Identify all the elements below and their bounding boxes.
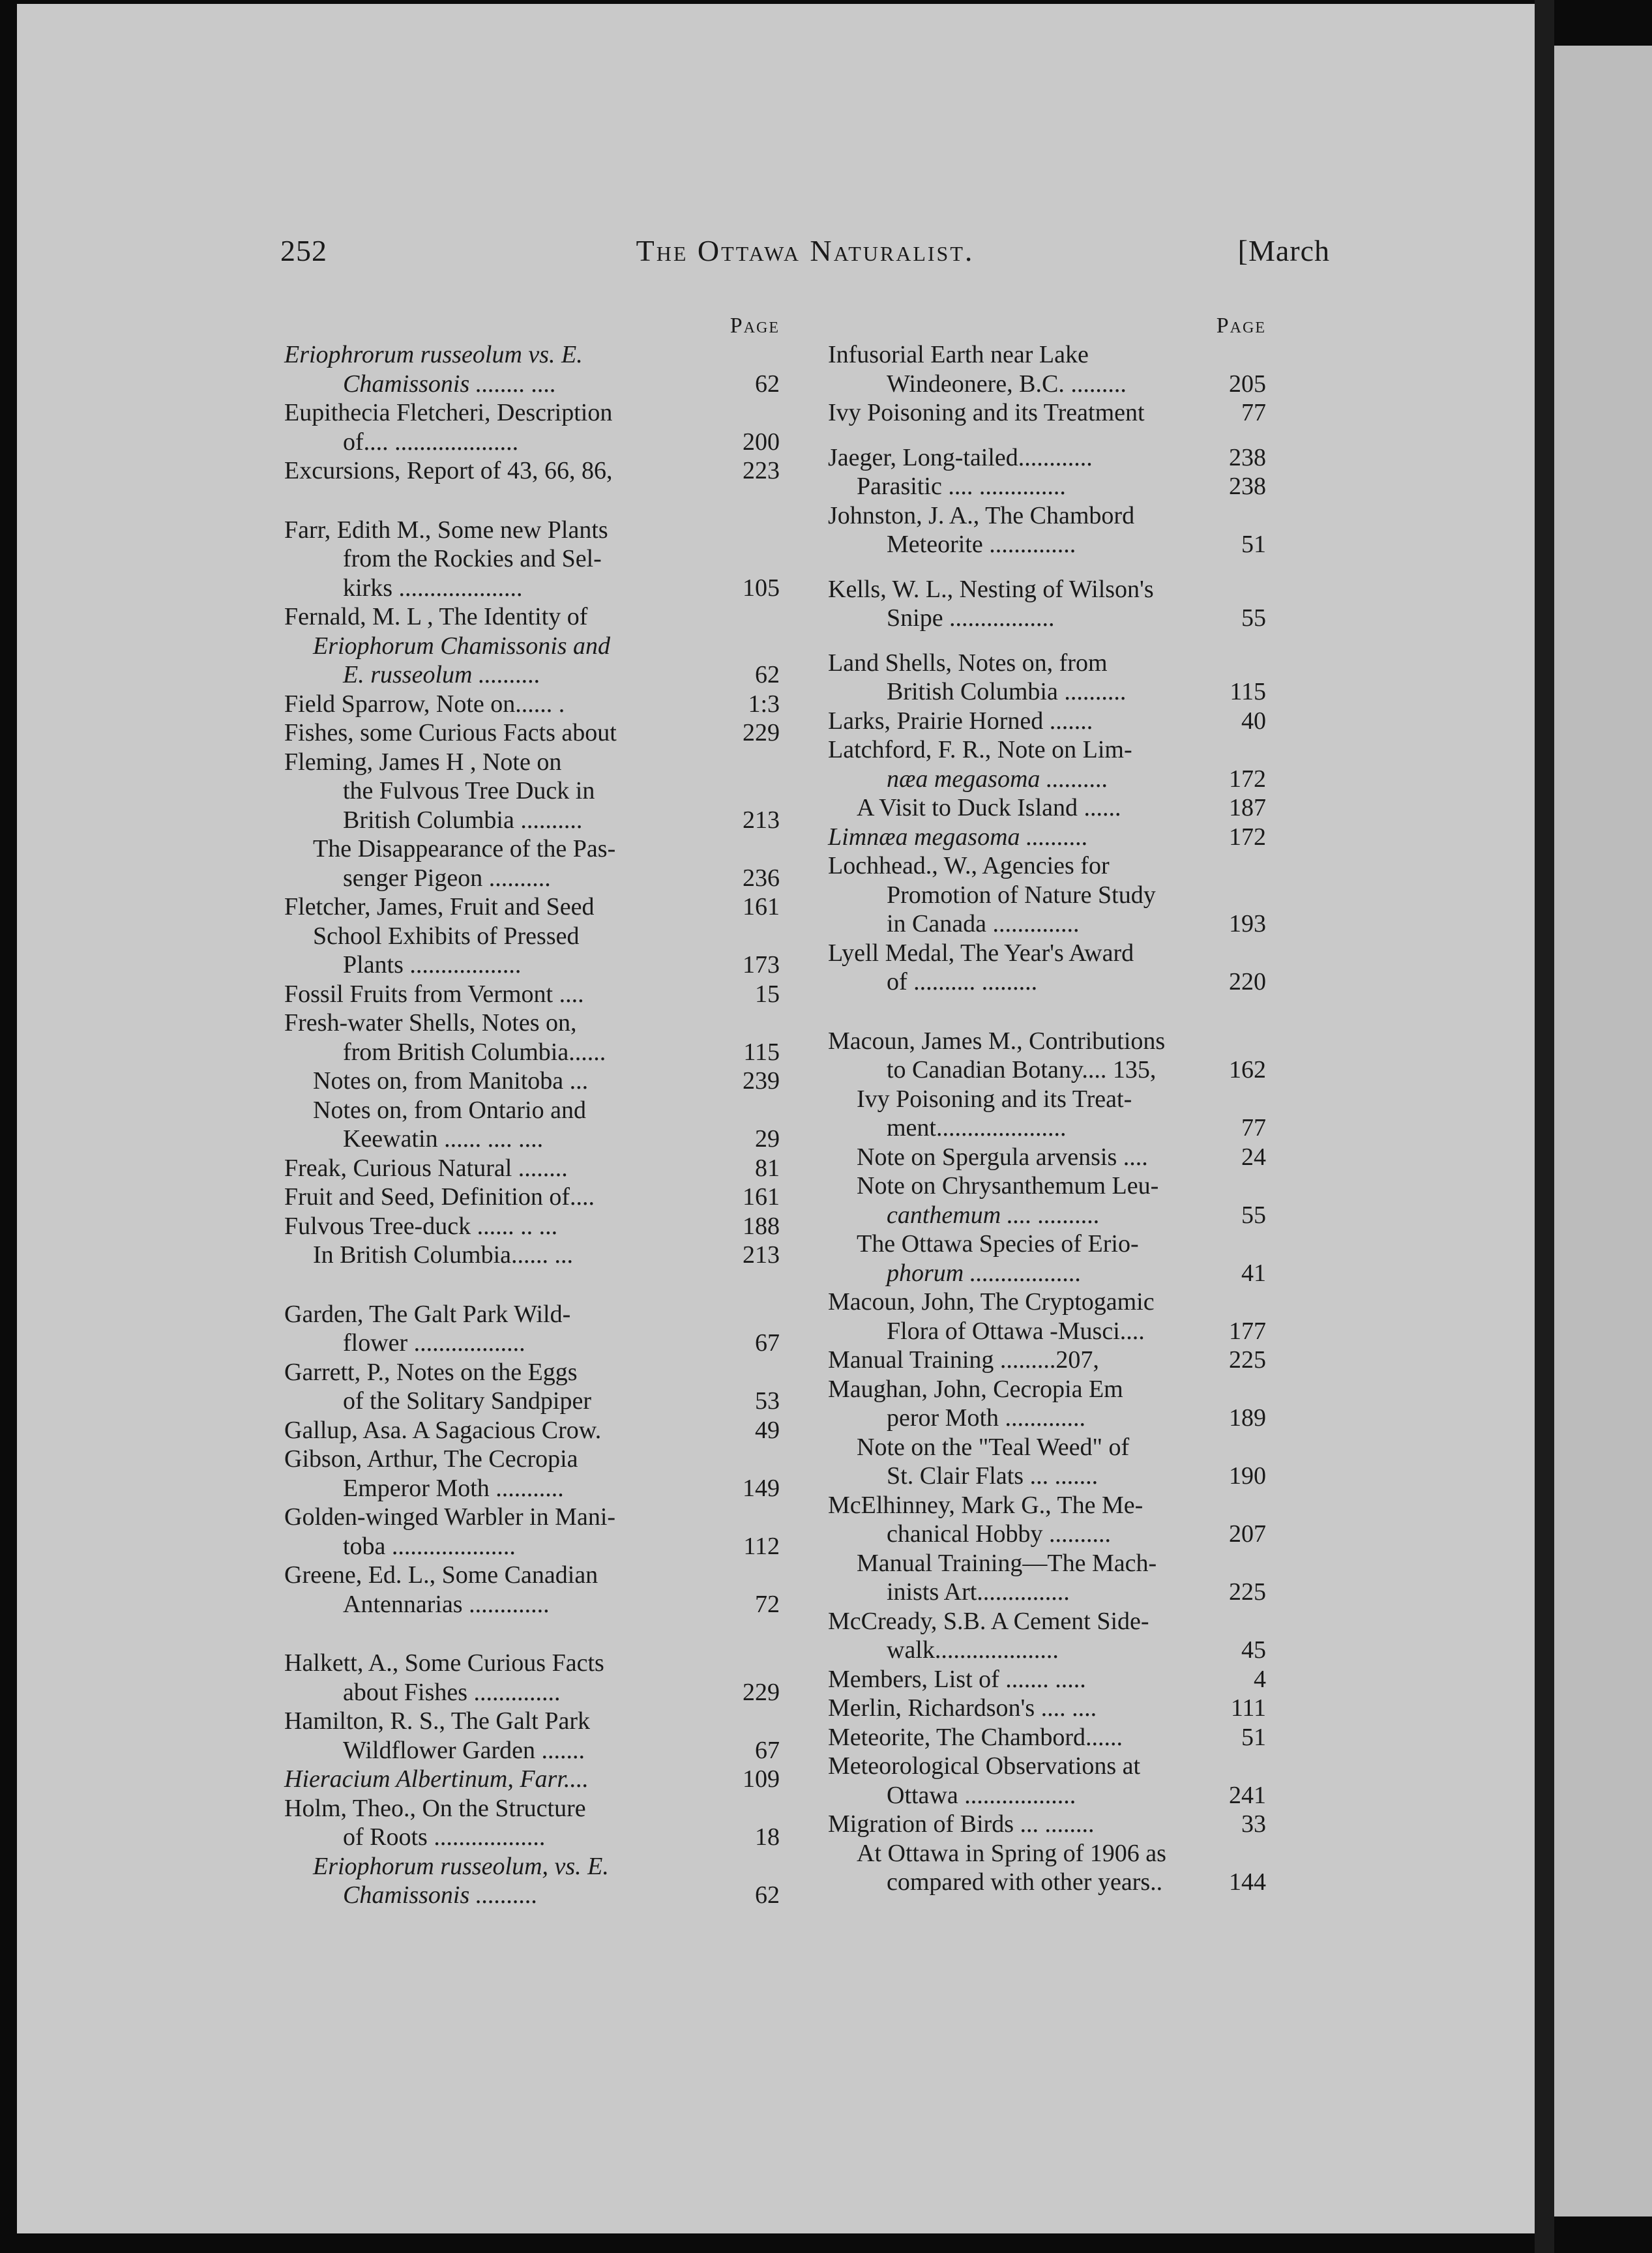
entry-text: Windeonere, B.C. ......... bbox=[887, 370, 1127, 398]
entry-page: 53 bbox=[755, 1387, 780, 1415]
index-entry bbox=[828, 1201, 1266, 1230]
page-number: 252 bbox=[280, 234, 327, 267]
entry-text: Land Shells, Notes on, from bbox=[828, 649, 1108, 677]
index-entry bbox=[828, 1723, 1266, 1752]
entry-page: 161 bbox=[743, 893, 780, 920]
index-entry bbox=[284, 1590, 780, 1619]
entry-text: of.... .................... bbox=[343, 428, 519, 456]
entry-text: Hieracium Albertinum, Farr.... bbox=[284, 1765, 589, 1793]
entry-page: 172 bbox=[1229, 823, 1266, 851]
index-entry bbox=[828, 1462, 1266, 1491]
entry-text: Maughan, John, Cecropia Em bbox=[828, 1375, 1123, 1403]
index-entry bbox=[828, 793, 1266, 823]
index-list bbox=[284, 340, 780, 1910]
entry-page: 29 bbox=[755, 1125, 780, 1153]
index-entry bbox=[284, 1154, 780, 1183]
section-gap bbox=[284, 1619, 780, 1649]
index-column-left bbox=[284, 312, 780, 1910]
entry-text: Johnston, J. A., The Chambord bbox=[828, 501, 1135, 529]
index-entry bbox=[828, 677, 1266, 707]
index-entry bbox=[284, 950, 780, 980]
index-entry bbox=[284, 1823, 780, 1852]
index-entry bbox=[828, 443, 1266, 473]
index-entry bbox=[828, 1288, 1266, 1317]
index-entry bbox=[828, 1027, 1266, 1056]
index-entry bbox=[284, 834, 780, 864]
index-entry bbox=[828, 1549, 1266, 1578]
entry-text: Lochhead., W., Agencies for bbox=[828, 852, 1110, 879]
entry-page: 229 bbox=[743, 1678, 780, 1706]
entry-page: 229 bbox=[743, 719, 780, 746]
entry-text: inists Art............... bbox=[887, 1578, 1070, 1606]
entry-page: 241 bbox=[1229, 1781, 1266, 1809]
index-entry bbox=[828, 1171, 1266, 1201]
index-entry bbox=[828, 1259, 1266, 1288]
index-entry bbox=[284, 748, 780, 777]
entry-text: Emperor Moth ........... bbox=[343, 1474, 564, 1502]
entry-page: 51 bbox=[1241, 1723, 1266, 1751]
index-entry bbox=[828, 851, 1266, 881]
entry-page: 207 bbox=[1229, 1520, 1266, 1548]
index-entry bbox=[284, 718, 780, 748]
entry-page: 205 bbox=[1229, 370, 1266, 398]
entry-text: Latchford, F. R., Note on Lim- bbox=[828, 736, 1132, 763]
entry-text: kirks .................... bbox=[343, 574, 523, 602]
entry-text: toba .................... bbox=[343, 1532, 516, 1560]
entry-text: Note on the "Teal Weed" of bbox=[857, 1433, 1130, 1461]
entry-text: E. russeolum .......... bbox=[343, 661, 540, 688]
index-entry bbox=[828, 1607, 1266, 1636]
index-entry bbox=[828, 1317, 1266, 1346]
index-entry bbox=[828, 1752, 1266, 1781]
entry-text: Fruit and Seed, Definition of.... bbox=[284, 1183, 595, 1211]
entry-text: Note on Spergula arvensis .... bbox=[857, 1143, 1148, 1171]
index-entry bbox=[284, 1096, 780, 1125]
index-entry bbox=[828, 1230, 1266, 1259]
index-entry bbox=[284, 1300, 780, 1329]
index-entry bbox=[828, 1143, 1266, 1172]
entry-page: 236 bbox=[743, 864, 780, 892]
entry-text: Macoun, James M., Contributions bbox=[828, 1027, 1166, 1055]
entry-text: Golden-winged Warbler in Mani- bbox=[284, 1503, 616, 1531]
entry-page: 115 bbox=[1230, 678, 1266, 705]
index-entry bbox=[284, 1212, 780, 1241]
entry-text: Ivy Poisoning and its Treat- bbox=[857, 1085, 1132, 1113]
index-entry bbox=[284, 1416, 780, 1445]
entry-text: to Canadian Botany.... 135, bbox=[887, 1056, 1157, 1083]
entry-page: 45 bbox=[1241, 1636, 1266, 1664]
index-entry bbox=[284, 1532, 780, 1561]
entry-text: Hamilton, R. S., The Galt Park bbox=[284, 1707, 590, 1735]
entry-text: Meteorological Observations at bbox=[828, 1752, 1141, 1780]
index-entry bbox=[828, 1636, 1266, 1665]
entry-text: Infusorial Earth near Lake bbox=[828, 341, 1089, 368]
index-entry bbox=[284, 544, 780, 574]
entry-text: McElhinney, Mark G., The Me- bbox=[828, 1491, 1143, 1519]
entry-text: chanical Hobby .......... bbox=[887, 1520, 1112, 1548]
entry-text: Meteorite .............. bbox=[887, 531, 1076, 558]
entry-page: 213 bbox=[743, 806, 780, 834]
index-entry bbox=[284, 340, 780, 370]
index-entry bbox=[284, 892, 780, 922]
entry-text: walk.................... bbox=[887, 1636, 1059, 1664]
entry-text: from the Rockies and Sel- bbox=[343, 545, 602, 572]
section-gap bbox=[828, 633, 1266, 649]
index-entry bbox=[284, 690, 780, 719]
entry-page: 115 bbox=[743, 1038, 780, 1066]
entry-text: Jaeger, Long-tailed............ bbox=[828, 443, 1093, 471]
entry-text: Fishes, some Curious Facts about bbox=[284, 719, 617, 746]
index-entry bbox=[284, 1561, 780, 1590]
entry-page: 81 bbox=[755, 1154, 780, 1182]
index-entry bbox=[828, 1055, 1266, 1085]
entry-text: peror Moth ............. bbox=[887, 1404, 1086, 1432]
entry-page: 109 bbox=[743, 1765, 780, 1793]
entry-text: Manual Training—The Mach- bbox=[857, 1549, 1157, 1577]
entry-text: senger Pigeon .......... bbox=[343, 864, 551, 892]
index-column-right bbox=[828, 312, 1266, 1897]
entry-text: Notes on, from Manitoba ... bbox=[313, 1067, 589, 1095]
entry-page: 111 bbox=[1230, 1694, 1266, 1722]
index-entry bbox=[828, 823, 1266, 852]
index-entry bbox=[284, 1445, 780, 1474]
entry-page: 190 bbox=[1229, 1462, 1266, 1490]
entry-text: Parasitic .... .............. bbox=[857, 473, 1066, 500]
index-entry bbox=[284, 1067, 780, 1096]
entry-text: Members, List of ....... ..... bbox=[828, 1665, 1086, 1693]
entry-page: 51 bbox=[1241, 531, 1266, 558]
index-entry bbox=[284, 1503, 780, 1532]
entry-text: Antennarias ............. bbox=[343, 1590, 550, 1618]
index-entry bbox=[284, 456, 780, 486]
index-entry bbox=[284, 1038, 780, 1067]
entry-text: ment..................... bbox=[887, 1114, 1067, 1141]
entry-page: 49 bbox=[755, 1416, 780, 1444]
entry-text: School Exhibits of Pressed bbox=[313, 922, 580, 950]
index-entry bbox=[284, 1241, 780, 1270]
entry-text: Garden, The Galt Park Wild- bbox=[284, 1300, 571, 1328]
entry-text: Eriophorum russeolum, vs. E. bbox=[313, 1852, 609, 1880]
entry-page: 62 bbox=[755, 1881, 780, 1909]
index-entry bbox=[828, 1694, 1266, 1723]
entry-text: Fleming, James H , Note on bbox=[284, 748, 562, 776]
index-entry bbox=[284, 1678, 780, 1707]
index-entry bbox=[284, 516, 780, 545]
entry-text: In British Columbia...... ... bbox=[313, 1241, 573, 1269]
index-entry bbox=[284, 602, 780, 632]
entry-text: Gallup, Asa. A Sagacious Crow. bbox=[284, 1416, 602, 1444]
index-entry bbox=[828, 1404, 1266, 1433]
index-entry bbox=[284, 1329, 780, 1358]
entry-text: Eupithecia Fletcheri, Description bbox=[284, 399, 613, 426]
entry-text: Field Sparrow, Note on...... . bbox=[284, 690, 565, 718]
entry-page: 15 bbox=[755, 980, 780, 1008]
index-entry bbox=[284, 1852, 780, 1881]
section-gap bbox=[284, 1270, 780, 1300]
entry-text: Halkett, A., Some Curious Facts bbox=[284, 1649, 604, 1677]
entry-page: 200 bbox=[743, 428, 780, 456]
index-entry bbox=[828, 1781, 1266, 1810]
index-entry bbox=[284, 1009, 780, 1038]
index-entry bbox=[284, 1387, 780, 1416]
entry-text: compared with other years.. bbox=[887, 1868, 1163, 1896]
entry-page: 77 bbox=[1241, 1114, 1266, 1141]
section-gap bbox=[828, 559, 1266, 575]
index-entry bbox=[828, 707, 1266, 736]
entry-text: of the Solitary Sandpiper bbox=[343, 1387, 591, 1415]
index-entry bbox=[284, 1649, 780, 1678]
entry-page: 33 bbox=[1241, 1810, 1266, 1838]
entry-text: Wildflower Garden ....... bbox=[343, 1736, 585, 1764]
index-entry bbox=[284, 1881, 780, 1910]
section-gap bbox=[284, 486, 780, 516]
entry-text: Kells, W. L., Nesting of Wilson's bbox=[828, 575, 1154, 603]
entry-page: 213 bbox=[743, 1241, 780, 1269]
entry-page: 41 bbox=[1241, 1259, 1266, 1287]
entry-text: The Disappearance of the Pas- bbox=[313, 835, 616, 862]
entry-text: Farr, Edith M., Some new Plants bbox=[284, 516, 608, 544]
entry-page: 18 bbox=[755, 1823, 780, 1851]
entry-text: Freak, Curious Natural ........ bbox=[284, 1154, 568, 1182]
index-entry bbox=[828, 1085, 1266, 1114]
index-entry bbox=[284, 574, 780, 603]
index-list bbox=[828, 340, 1266, 1897]
entry-text: canthemum .... .......... bbox=[887, 1201, 1100, 1229]
index-entry bbox=[828, 1868, 1266, 1897]
entry-text: St. Clair Flats ... ....... bbox=[887, 1462, 1099, 1490]
index-entry bbox=[828, 1665, 1266, 1694]
entry-page: 144 bbox=[1229, 1868, 1266, 1896]
entry-page: 223 bbox=[743, 457, 780, 484]
index-entry bbox=[284, 398, 780, 428]
entry-page: 72 bbox=[755, 1590, 780, 1618]
index-entry bbox=[828, 649, 1266, 678]
index-entry bbox=[284, 1125, 780, 1154]
running-header bbox=[280, 233, 1330, 272]
entry-page: 162 bbox=[1229, 1056, 1266, 1083]
index-entry bbox=[284, 1736, 780, 1765]
index-entry bbox=[828, 1491, 1266, 1520]
entry-text: Fernald, M. L , The Identity of bbox=[284, 603, 588, 630]
index-entry bbox=[284, 1474, 780, 1503]
entry-text: Macoun, John, The Cryptogamic bbox=[828, 1288, 1155, 1316]
index-entry bbox=[284, 922, 780, 951]
entry-text: Keewatin ...... .... .... bbox=[343, 1125, 544, 1153]
entry-page: 1:3 bbox=[748, 690, 780, 718]
entry-text: Snipe ................. bbox=[887, 604, 1055, 632]
entry-text: Fletcher, James, Fruit and Seed bbox=[284, 893, 595, 920]
entry-text: Lyell Medal, The Year's Award bbox=[828, 939, 1134, 967]
entry-page: 173 bbox=[743, 951, 780, 979]
entry-text: Fulvous Tree-duck ...... .. ... bbox=[284, 1212, 558, 1240]
entry-text: British Columbia .......... bbox=[343, 806, 583, 834]
index-entry bbox=[828, 765, 1266, 794]
entry-page: 4 bbox=[1254, 1665, 1266, 1693]
entry-page: 149 bbox=[743, 1474, 780, 1502]
entry-text: of .......... ......... bbox=[887, 968, 1038, 995]
entry-text: phorum .................. bbox=[887, 1259, 1082, 1287]
entry-page: 238 bbox=[1229, 443, 1266, 471]
entry-text: Merlin, Richardson's .... .... bbox=[828, 1694, 1097, 1722]
entry-page: 24 bbox=[1241, 1143, 1266, 1171]
entry-page: 172 bbox=[1229, 765, 1266, 793]
column-heading: Page bbox=[730, 314, 780, 338]
index-entry bbox=[284, 980, 780, 1009]
entry-page: 67 bbox=[755, 1329, 780, 1357]
entry-page: 161 bbox=[743, 1183, 780, 1211]
entry-page: 112 bbox=[743, 1532, 780, 1560]
index-entry bbox=[828, 1810, 1266, 1839]
journal-title: The Ottawa Naturalist. bbox=[636, 234, 975, 267]
entry-text: about Fishes .............. bbox=[343, 1678, 561, 1706]
index-entry bbox=[828, 340, 1266, 370]
issue-month: [March bbox=[1237, 234, 1330, 267]
entry-text: Meteorite, The Chambord...... bbox=[828, 1723, 1123, 1751]
entry-text: At Ottawa in Spring of 1906 as bbox=[857, 1839, 1166, 1867]
index-entry bbox=[828, 1433, 1266, 1462]
index-entry bbox=[284, 864, 780, 893]
entry-page: 225 bbox=[1229, 1346, 1266, 1374]
index-entry bbox=[284, 806, 780, 835]
entry-text: Limnæa megasoma .......... bbox=[828, 823, 1089, 851]
entry-page: 193 bbox=[1229, 910, 1266, 937]
index-entry bbox=[828, 472, 1266, 501]
index-entry bbox=[828, 575, 1266, 604]
entry-text: Chamissonis ........ .... bbox=[343, 370, 557, 398]
entry-text: Gibson, Arthur, The Cecropia bbox=[284, 1445, 578, 1473]
entry-text: Greene, Ed. L., Some Canadian bbox=[284, 1561, 598, 1589]
index-entry bbox=[828, 1113, 1266, 1143]
index-entry bbox=[284, 776, 780, 806]
entry-page: 77 bbox=[1241, 399, 1266, 426]
index-entry bbox=[284, 1707, 780, 1736]
entry-text: Garrett, P., Notes on the Eggs bbox=[284, 1358, 578, 1386]
entry-text: Larks, Prairie Horned ....... bbox=[828, 707, 1093, 735]
entry-text: Notes on, from Ontario and bbox=[313, 1096, 586, 1124]
entry-page: 62 bbox=[755, 370, 780, 398]
section-gap bbox=[828, 428, 1266, 443]
index-entry bbox=[828, 1839, 1266, 1868]
book-spine bbox=[1535, 0, 1554, 2253]
adjacent-page-edge bbox=[1554, 46, 1652, 2216]
index-entry bbox=[828, 939, 1266, 968]
entry-text: Migration of Birds ... ........ bbox=[828, 1810, 1095, 1838]
index-entry bbox=[828, 398, 1266, 428]
entry-page: 187 bbox=[1229, 794, 1266, 821]
index-entry bbox=[284, 1358, 780, 1387]
entry-text: Chamissonis .......... bbox=[343, 1881, 538, 1909]
entry-page: 55 bbox=[1241, 604, 1266, 632]
index-entry bbox=[828, 1375, 1266, 1404]
index-entry bbox=[828, 1578, 1266, 1607]
entry-page: 189 bbox=[1229, 1404, 1266, 1432]
index-entry bbox=[284, 428, 780, 457]
entry-page: 105 bbox=[743, 574, 780, 602]
entry-page: 40 bbox=[1241, 707, 1266, 735]
index-entry bbox=[284, 1183, 780, 1212]
entry-text: the Fulvous Tree Duck in bbox=[343, 777, 595, 804]
entry-text: flower .................. bbox=[343, 1329, 525, 1357]
entry-text: Plants .................. bbox=[343, 951, 522, 979]
entry-page: 55 bbox=[1241, 1201, 1266, 1229]
entry-text: of Roots .................. bbox=[343, 1823, 546, 1851]
entry-page: 177 bbox=[1229, 1317, 1266, 1345]
entry-text: Flora of Ottawa -Musci.... bbox=[887, 1317, 1145, 1345]
entry-text: from British Columbia...... bbox=[343, 1038, 606, 1066]
index-entry bbox=[284, 1794, 780, 1823]
index-entry bbox=[284, 632, 780, 661]
index-entry bbox=[828, 370, 1266, 399]
index-entry bbox=[284, 370, 780, 399]
entry-text: næa megasoma .......... bbox=[887, 765, 1108, 793]
entry-page: 62 bbox=[755, 661, 780, 688]
entry-text: A Visit to Duck Island ...... bbox=[857, 794, 1121, 821]
entry-page: 225 bbox=[1229, 1578, 1266, 1606]
entry-text: Promotion of Nature Study bbox=[887, 881, 1156, 909]
entry-page: 188 bbox=[743, 1212, 780, 1240]
entry-text: Manual Training .........207, bbox=[828, 1346, 1099, 1374]
entry-page: 220 bbox=[1229, 968, 1266, 995]
entry-text: Excursions, Report of 43, 66, 86, bbox=[284, 457, 613, 484]
entry-text: Eriophrorum russeolum vs. E. bbox=[284, 341, 583, 368]
index-entry bbox=[828, 501, 1266, 531]
entry-page: 238 bbox=[1229, 473, 1266, 500]
index-entry bbox=[828, 967, 1266, 997]
entry-text: Fossil Fruits from Vermont .... bbox=[284, 980, 584, 1008]
index-entry bbox=[284, 1765, 780, 1794]
entry-text: British Columbia .......... bbox=[887, 678, 1127, 705]
entry-text: in Canada .............. bbox=[887, 910, 1080, 937]
entry-page: 67 bbox=[755, 1736, 780, 1764]
entry-text: Holm, Theo., On the Structure bbox=[284, 1794, 586, 1822]
entry-text: Ivy Poisoning and its Treatment bbox=[828, 399, 1145, 426]
entry-page: 239 bbox=[743, 1067, 780, 1095]
index-entry bbox=[828, 735, 1266, 765]
index-entry bbox=[828, 530, 1266, 559]
index-entry bbox=[828, 909, 1266, 939]
section-gap bbox=[828, 997, 1266, 1027]
entry-text: The Ottawa Species of Erio- bbox=[857, 1230, 1139, 1258]
index-entry bbox=[284, 660, 780, 690]
index-entry bbox=[828, 881, 1266, 910]
column-heading: Page bbox=[1216, 314, 1266, 338]
index-entry bbox=[828, 604, 1266, 633]
entry-text: Ottawa .................. bbox=[887, 1781, 1076, 1809]
index-entry bbox=[828, 1520, 1266, 1549]
entry-text: Note on Chrysanthemum Leu- bbox=[857, 1172, 1159, 1200]
entry-text: McCready, S.B. A Cement Side- bbox=[828, 1607, 1149, 1635]
entry-text: Fresh-water Shells, Notes on, bbox=[284, 1009, 577, 1037]
entry-text: Eriophorum Chamissonis and bbox=[313, 632, 611, 660]
index-entry bbox=[828, 1346, 1266, 1375]
